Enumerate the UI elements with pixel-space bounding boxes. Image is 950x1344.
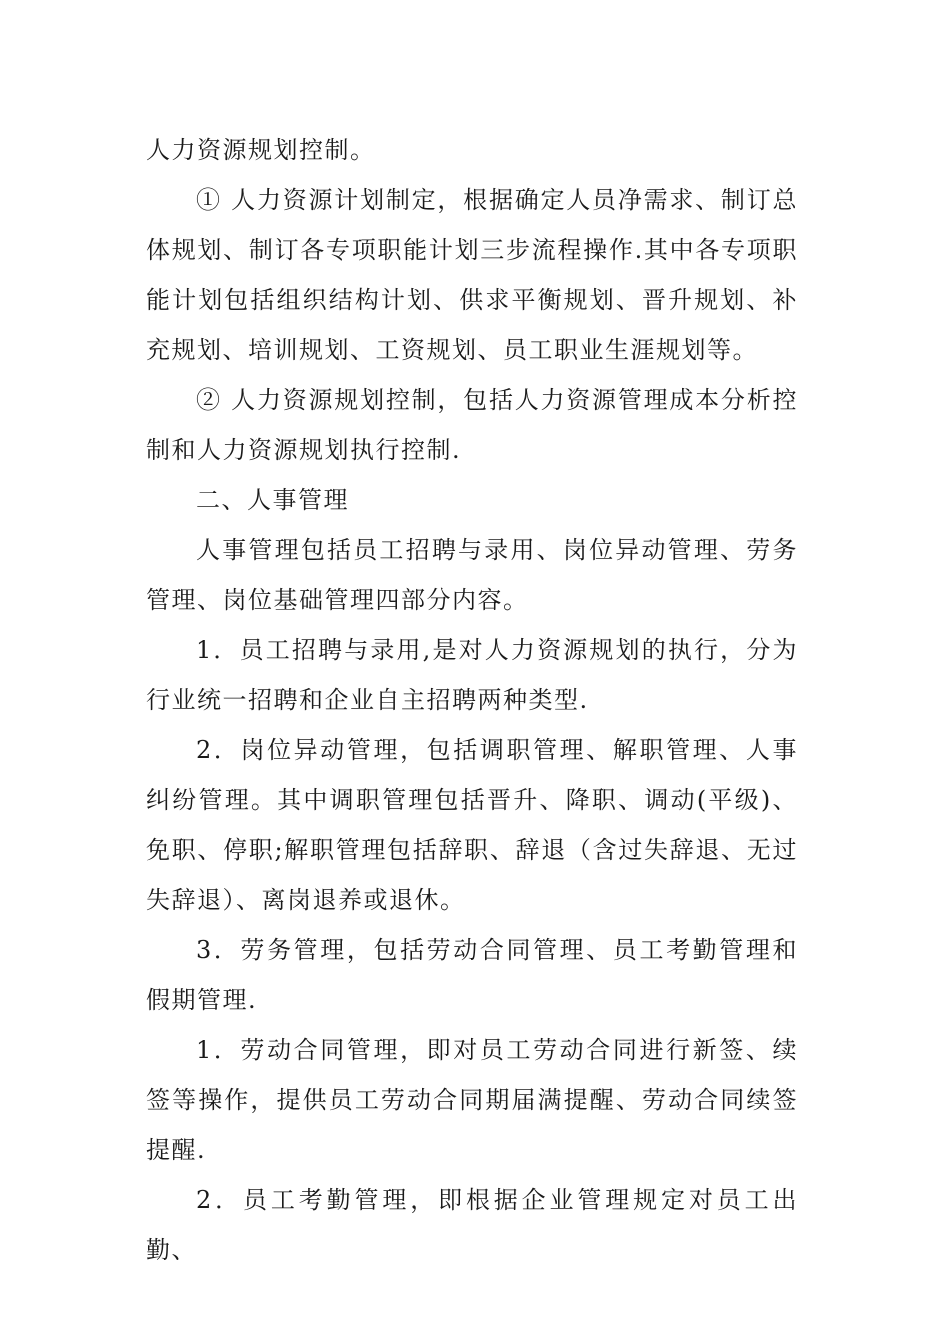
- paragraph-labor-management: 3．劳务管理，包括劳动合同管理、员工考勤管理和假期管理.: [146, 936, 798, 1014]
- section-heading-personnel-management: 二、人事管理: [196, 486, 349, 514]
- paragraph-hr-plan-formulation: ① 人力资源计划制定，根据确定人员净需求、制订总体规划、制订各专项职能计划三步流程操作.其中各专项职能计划包括组织结构计划、供求平衡规划、晋升规划、补充规划、培训规划、工资规划、员工职业生涯规划等。: [146, 186, 798, 364]
- paragraph-hr-plan-control: ② 人力资源规划控制，包括人力资源管理成本分析控制和人力资源规划执行控制.: [146, 386, 798, 464]
- paragraph-labor-contract: 1．劳动合同管理，即对员工劳动合同进行新签、续签等操作，提供员工劳动合同期届满提醒、劳动合同续签提醒.: [146, 1036, 798, 1164]
- paragraph-position-change: 2．岗位异动管理，包括调职管理、解职管理、人事纠纷管理。其中调职管理包括晋升、降职、调动(平级)、免职、停职;解职管理包括辞职、辞退（含过失辞退、无过失辞退）、离岗退养或退休。: [146, 736, 798, 914]
- paragraph-intro-fragment: 人力资源规划控制。: [146, 136, 376, 164]
- paragraph-attendance: 2．员工考勤管理，即根据企业管理规定对员工出勤、: [146, 1186, 798, 1264]
- paragraph-recruitment: 1．员工招聘与录用,是对人力资源规划的执行，分为行业统一招聘和企业自主招聘两种类型.: [146, 636, 798, 714]
- document-body: [146, 125, 798, 1275]
- paragraph-personnel-overview: 人事管理包括员工招聘与录用、岗位异动管理、劳务管理、岗位基础管理四部分内容。: [146, 536, 798, 614]
